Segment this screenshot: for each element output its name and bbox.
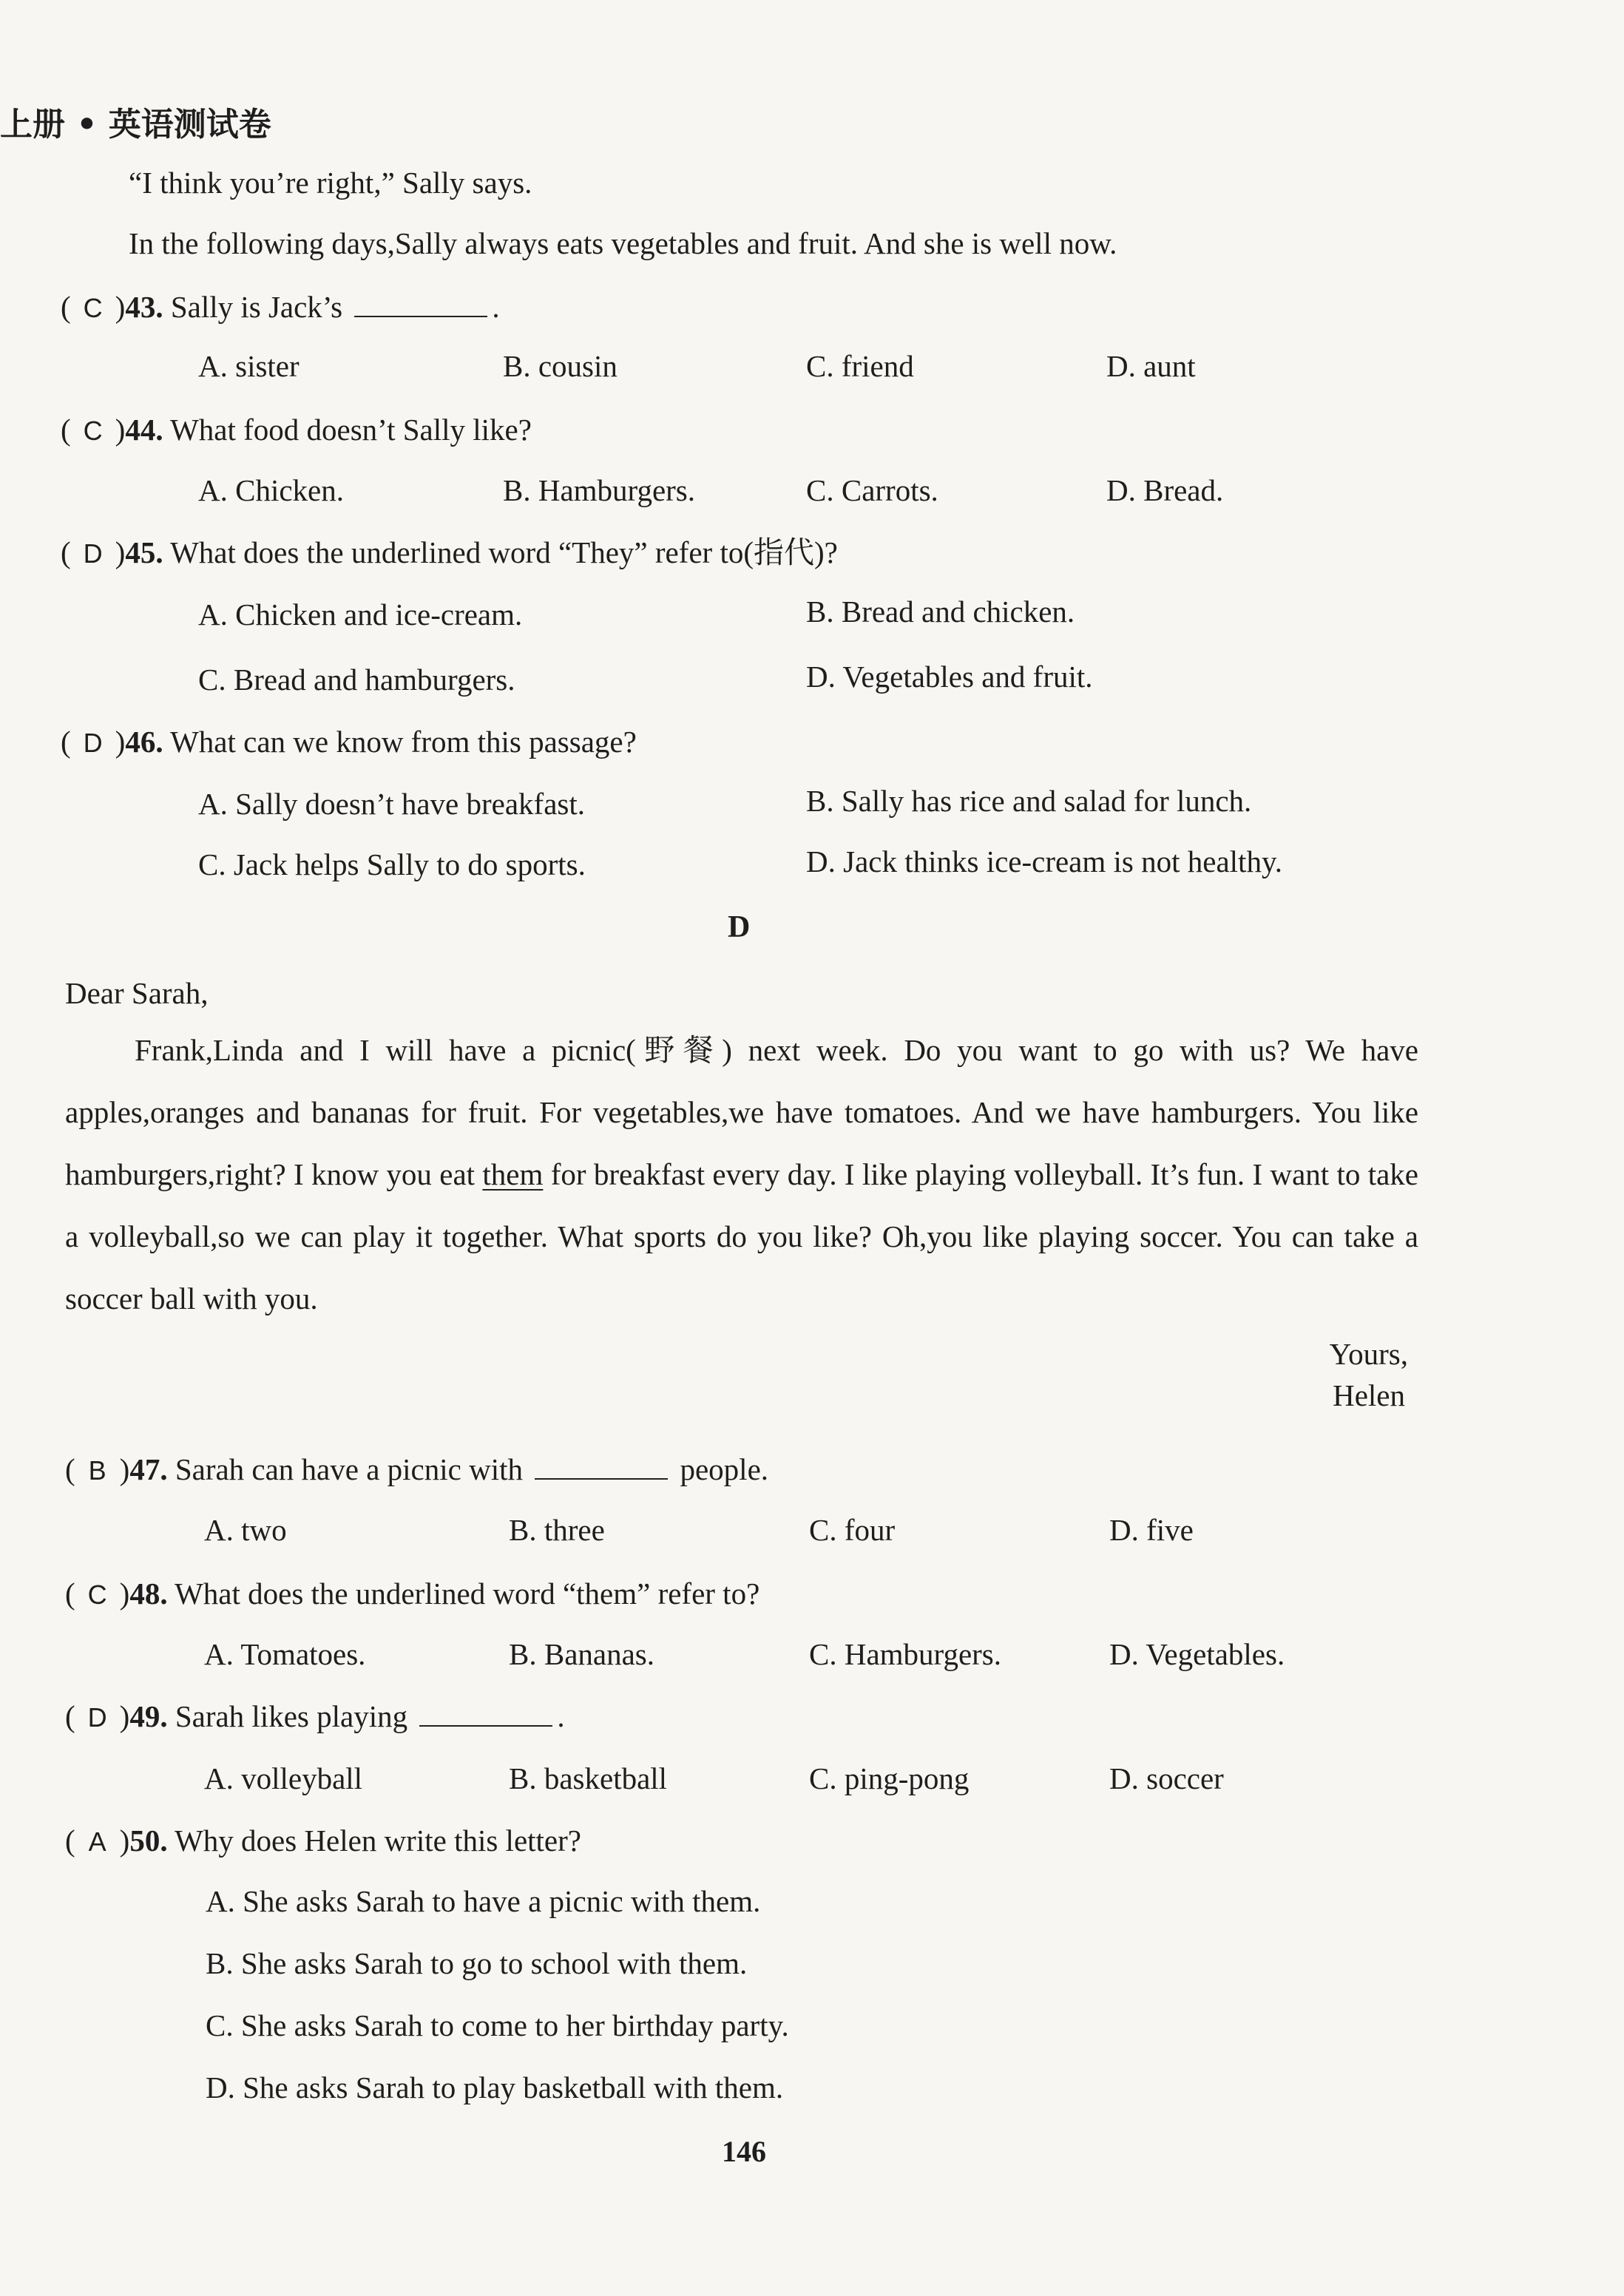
option: C. Jack helps Sally to do sports. [198, 847, 586, 881]
option: B. Sally has rice and salad for lunch. [806, 784, 1252, 818]
question-number: 47. [129, 1452, 168, 1486]
option: D. soccer [1109, 1761, 1224, 1795]
option: A. volleyball [204, 1761, 363, 1795]
question-number: 43. [125, 290, 163, 324]
option: D. Vegetables and fruit. [806, 660, 1093, 694]
option: C. Carrots. [806, 473, 938, 507]
option: D. Jack thinks ice-cream is not healthy. [806, 844, 1283, 878]
answer-mark: D [83, 728, 103, 758]
question-48: ( C )48. What does the underlined word “them” refer to? [65, 1575, 759, 1613]
option: C. Hamburgers. [809, 1637, 1002, 1671]
answer-mark: A [88, 1826, 106, 1857]
option: B. Bread and chicken. [806, 595, 1075, 629]
section-title: D [728, 910, 751, 944]
answer-mark: C [83, 416, 103, 446]
question-49: ( D )49. Sarah likes playing . [65, 1698, 565, 1736]
letter-signature: Helen [1333, 1378, 1405, 1412]
question-text: Sally is Jack’s [170, 290, 343, 324]
letter-greeting: Dear Sarah, [65, 976, 209, 1010]
question-text: Sarah can have a picnic with [175, 1452, 523, 1486]
option: A. Chicken. [198, 473, 344, 507]
option: C. ping-pong [809, 1761, 970, 1795]
option: B. Bananas. [509, 1637, 654, 1671]
page-number: 146 [722, 2135, 766, 2168]
question-text: What does the underlined word “They” refer to(指代)? [170, 535, 838, 569]
question-text: What does the underlined word “them” refer to? [175, 1577, 760, 1611]
question-number: 48. [129, 1577, 168, 1611]
page-header: 上册 • 英语测试卷 [0, 106, 271, 143]
option: D. five [1109, 1513, 1194, 1547]
option: A. She asks Sarah to have a picnic with them. [206, 1884, 761, 1918]
question-number: 44. [125, 413, 163, 447]
option: D. Bread. [1106, 473, 1224, 507]
question-number: 50. [129, 1823, 168, 1858]
question-text: Why does Helen write this letter? [175, 1823, 581, 1858]
option: A. two [204, 1513, 287, 1547]
option: C. Bread and hamburgers. [198, 663, 515, 697]
answer-mark: D [83, 538, 103, 569]
option: B. Hamburgers. [503, 473, 696, 507]
question-text: Sarah likes playing [175, 1699, 408, 1733]
option: A. sister [198, 349, 300, 383]
option: A. Chicken and ice-cream. [198, 597, 523, 631]
question-number: 46. [125, 725, 163, 759]
question-number: 49. [129, 1699, 168, 1733]
question-text-post: . [492, 290, 500, 324]
option: C. friend [806, 349, 914, 383]
intro-line: In the following days,Sally always eats vegetables and fruit. And she is well now. [129, 226, 1117, 260]
answer-blank [419, 1699, 552, 1727]
answer-mark: B [88, 1455, 106, 1486]
answer-blank [535, 1452, 668, 1480]
question-44: ( C )44. What food doesn’t Sally like? [61, 411, 532, 450]
letter-closing: Yours, [1329, 1337, 1408, 1371]
answer-mark: D [87, 1702, 107, 1733]
option: C. She asks Sarah to come to her birthday party. [206, 2008, 789, 2042]
option: A. Sally doesn’t have breakfast. [198, 787, 585, 821]
letter-body [65, 1019, 1418, 1330]
option: B. cousin [503, 349, 618, 383]
question-46: ( D )46. What can we know from this passage? [61, 723, 637, 762]
option: D. aunt [1106, 349, 1196, 383]
option: D. Vegetables. [1109, 1637, 1285, 1671]
intro-line: “I think you’re right,” Sally says. [129, 166, 532, 200]
option: A. Tomatoes. [204, 1637, 366, 1671]
letter-body-part: Frank,Linda and I will have a picnic(野餐) next week. Do you want to go with us? We have apples,oranges and bananas for fruit. For vegetables,we have tomatoes. And we have hamburgers. You like hamburgers,right? I know you eat [65, 1033, 1418, 1191]
answer-mark: C [87, 1579, 107, 1610]
question-text: What food doesn’t Sally like? [170, 413, 532, 447]
option: B. three [509, 1513, 605, 1547]
question-47: ( B )47. Sarah can have a picnic with people. [65, 1451, 768, 1489]
question-43: ( C )43. Sally is Jack’s . [61, 288, 500, 327]
question-50: ( A )50. Why does Helen write this letter? [65, 1822, 581, 1860]
option: C. four [809, 1513, 896, 1547]
option: B. She asks Sarah to go to school with them. [206, 1946, 748, 1980]
question-number: 45. [125, 535, 163, 569]
letter-body-part: for breakfast every day. I like playing volleyball. It’s fun. I want to take a volleyball,so we can play it together. What sports do you like? Oh,you like playing soccer. You can take a soccer ball with you. [65, 1157, 1418, 1315]
option: B. basketball [509, 1761, 668, 1795]
answer-mark: C [83, 293, 103, 323]
underlined-word: them [482, 1157, 544, 1191]
question-text-post: . [557, 1699, 565, 1733]
answer-blank [354, 289, 487, 317]
question-45: ( D )45. What does the underlined word “They” refer to(指代)? [61, 534, 838, 572]
question-text: What can we know from this passage? [170, 725, 637, 759]
option: D. She asks Sarah to play basketball with them. [206, 2070, 784, 2104]
question-text-post: people. [680, 1452, 769, 1486]
